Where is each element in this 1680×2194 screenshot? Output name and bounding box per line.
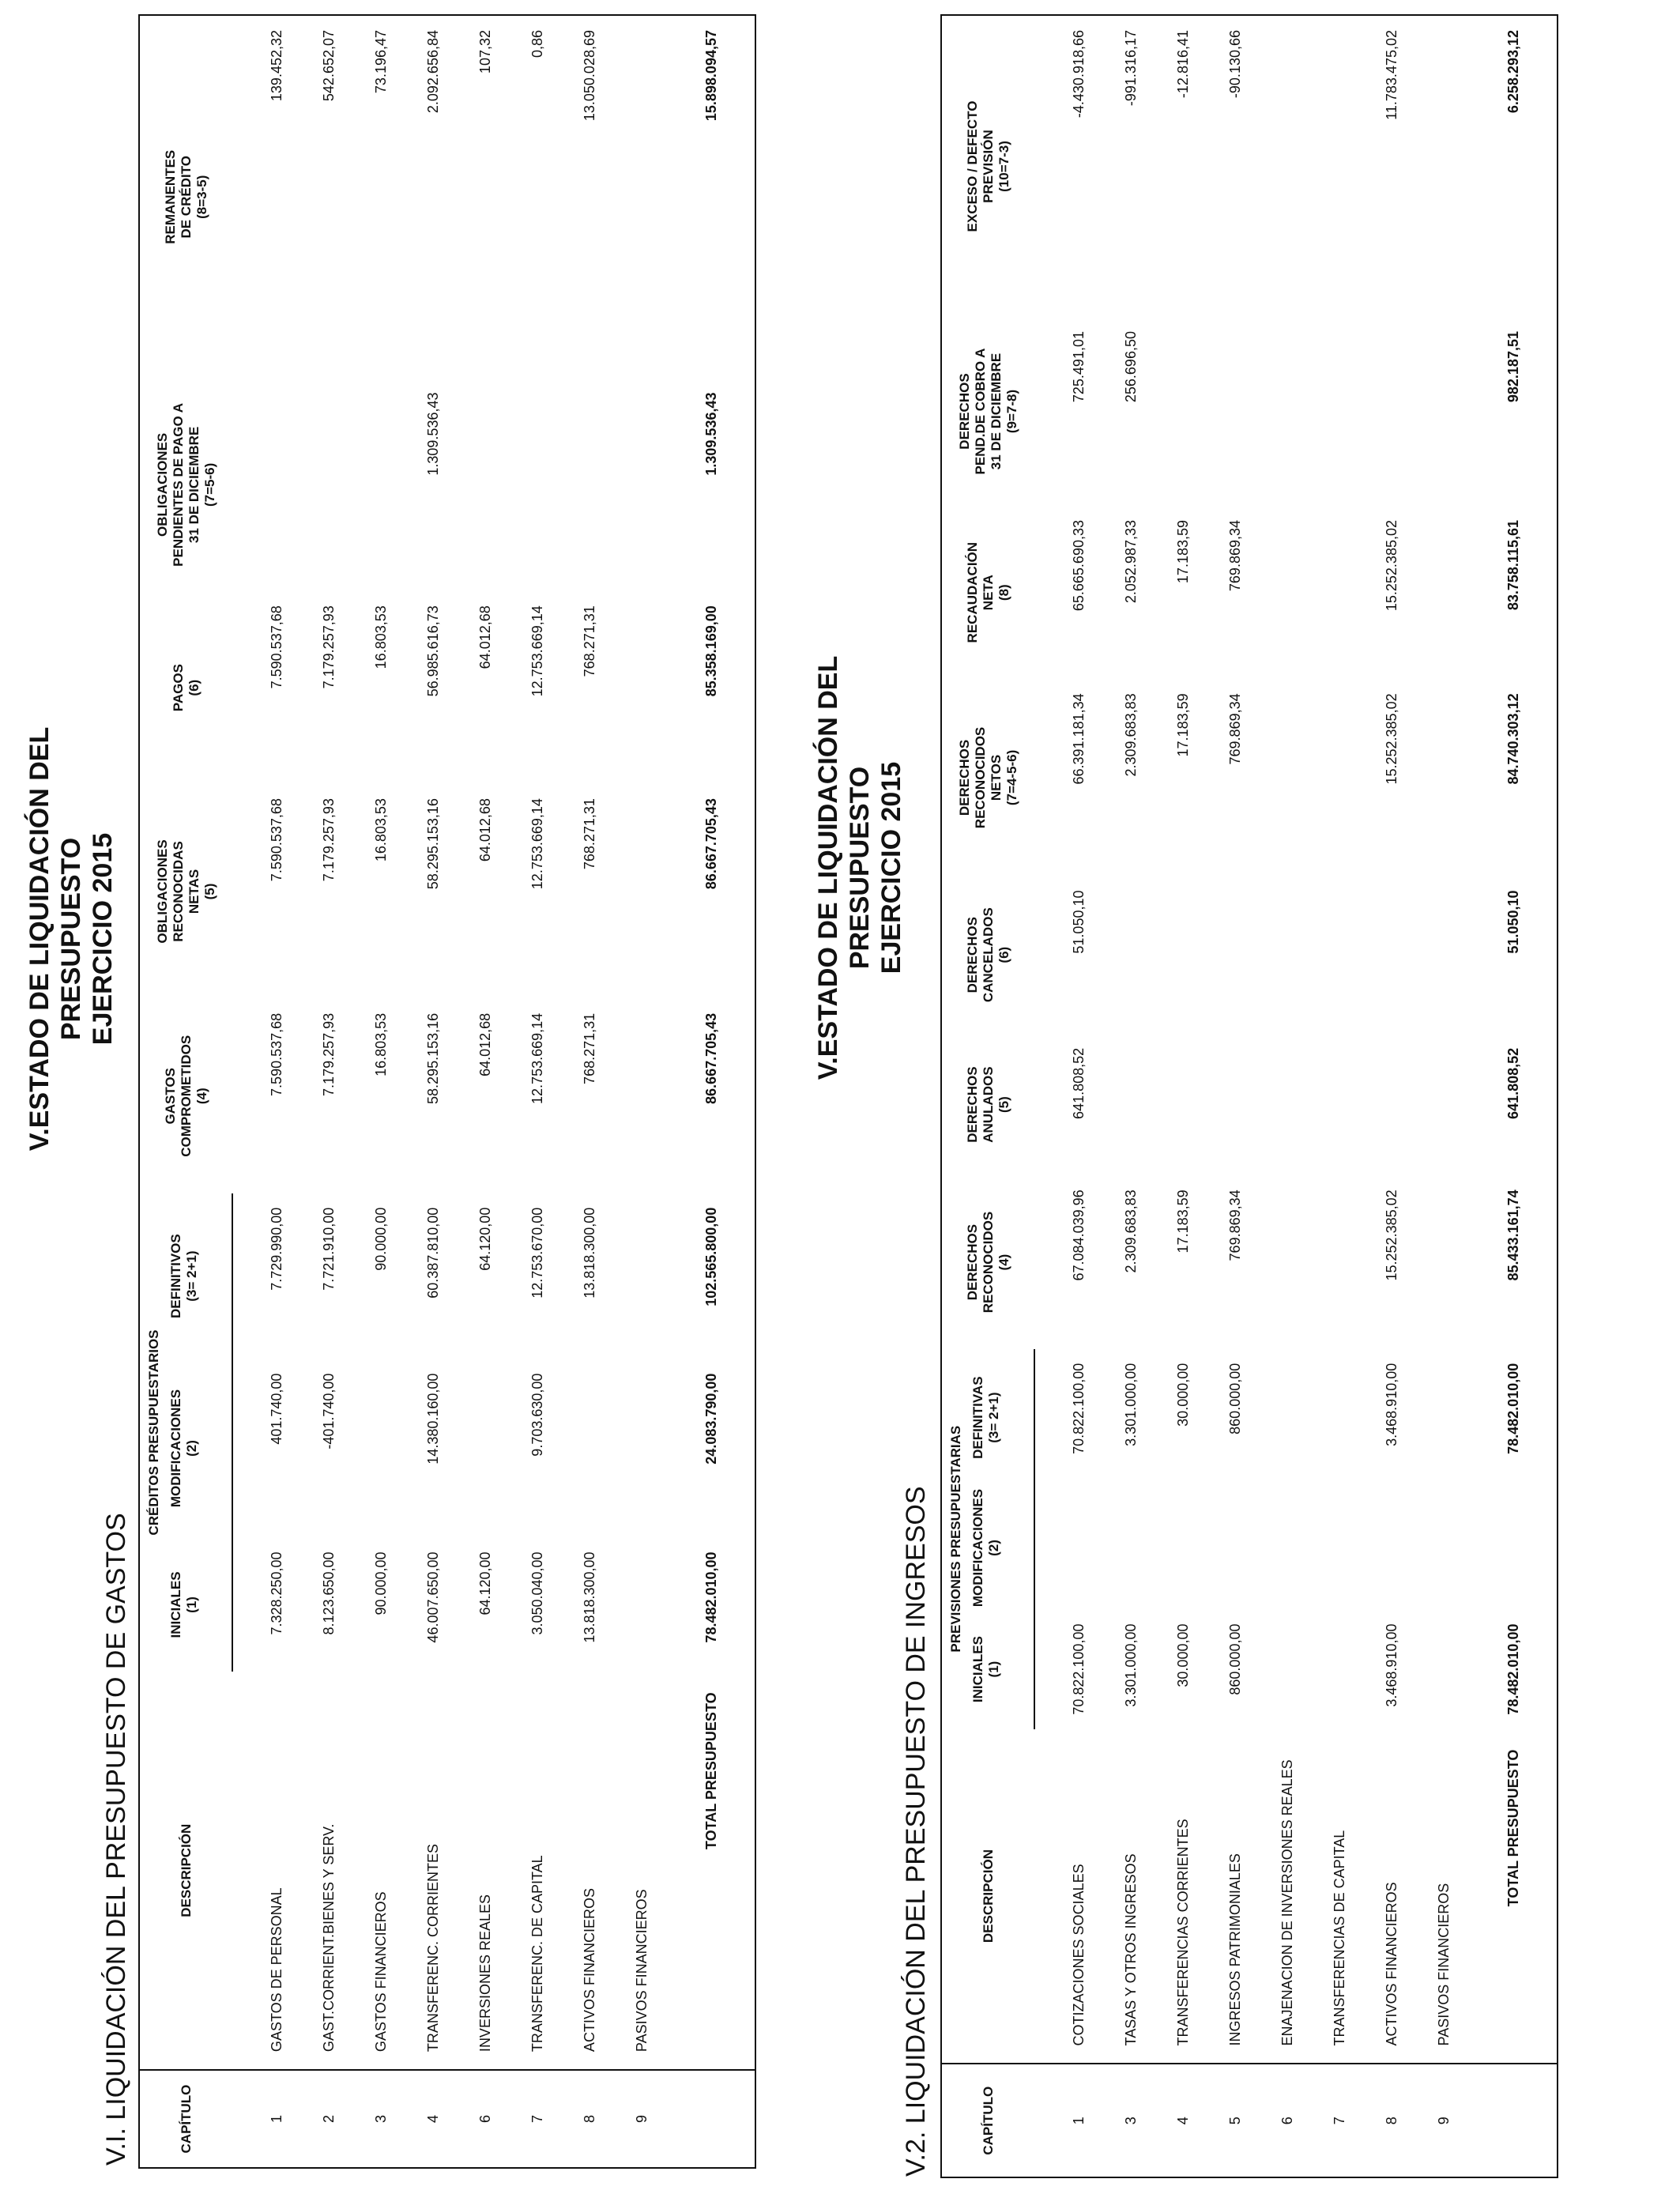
col-obligaciones-reconocidas: OBLIGACIONES RECONOCIDAS NETAS (5) [154,839,217,944]
col-derechos-netos: DERECHOS RECONOCIDOS NETOS (7=4-5-6) [956,726,1019,829]
income-title-line2: EJERCICIO 2015 [876,761,906,974]
expenses-title [24,623,119,1255]
expenses-table [138,14,756,2169]
col-remanentes: REMANENTES DE CRÉDITO (8=3-5) [162,149,209,244]
col-exceso-defecto: EXCESO / DEFECTO PREVISIÓN (10=7-3) [964,100,1011,232]
table-row: 7 TRANSFERENC. DE CAPITAL 3.050.040,00 9.703.630,00 12.753.670,00 12.753.669,14 12.753.669,14 12.753.669,14 0,86 [511,15,563,2168]
table-row: 2 GAST.CORRIENT.BIENES Y SERV. 8.123.650,00 -401.740,00 7.721.910,00 7.179.257,93 7.179.257,93 7.179.257,93 542.652,07 [303,15,355,2168]
table-row: 8 ACTIVOS FINANCIEROS 3.468.910,00 3.468.910,00 15.252.385,02 15.252.385,02 15.252.385,02 11.783.475,02 [1365,15,1418,2177]
col-derechos-pendientes: DERECHOS PEND.DE COBRO A 31 DE DICIEMBRE (9=7-8) [956,348,1019,475]
expenses-title-line1: V.ESTADO DE LIQUIDACIÓN DEL PRESUPUESTO [24,726,86,1152]
col-gastos-comprometidos: GASTOS COMPROMETIDOS (4) [162,1035,209,1157]
col-iniciales: INICIALES (1) [967,1610,1034,1729]
col-group-previsiones: PREVISIONES PRESUPUESTARIAS [948,1425,963,1653]
col-iniciales: INICIALES (1) [165,1537,232,1672]
col-obligaciones-pendientes: OBLIGACIONES PENDIENTES DE PAGO A 31 DE DICIEMBRE (7=5-6) [154,402,217,567]
total-label: TOTAL PRESUPUESTO [703,1692,719,1850]
income-section-heading: V.2. LIQUIDACIÓN DEL PRESUPUESTO DE INGRESOS [901,1486,931,2177]
total-label: TOTAL PRESUPUESTO [1505,1749,1521,1907]
table-row: 5 INGRESOS PATRIMONIALES 860.000,00 860.000,00 769.869,34 769.869,34 769.869,34 -90.130,66 [1209,15,1261,2177]
col-definitivas: DEFINITIVAS (3= 2+1) [967,1349,1034,1487]
income-title [812,552,907,1184]
table-row: 4 TRANSFERENCIAS CORRIENTES 30.000,00 30.000,00 17.183,59 17.183,59 17.183,59 -12.816,41 [1157,15,1209,2177]
table-row: 8 ACTIVOS FINANCIEROS 13.818.300,00 13.818.300,00 768.271,31 768.271,31 768.271,31 13.050.028,69 [563,15,616,2168]
col-capitulo: CAPÍTULO [139,2070,232,2168]
col-descripcion: DESCRIPCIÓN [178,1823,194,1917]
table-row: 3 GASTOS FINANCIEROS 90.000,00 90.000,00 16.803,53 16.803,53 16.803,53 73.196,47 [355,15,407,2168]
table-row: 4 TRANSFERENC. CORRIENTES 46.007.650,00 14.380.160,00 60.387.810,00 58.295.153,16 58.295.153,16 56.985.616,73 1.309.536,43 2.092.656,84 [407,15,459,2168]
table-row: 6 INVERSIONES REALES 64.120,00 64.120,00 64.012,68 64.012,68 64.012,68 107,32 [459,15,511,2168]
table-row: 1 COTIZACIONES SOCIALES 70.822.100,00 70.822.100,00 67.084.039,96 641.808,52 51.050,10 66.391.181,34 65.665.690,33 725.491,01 -4.430.918,66 [1053,15,1105,2177]
col-modificaciones: MODIFICACIONES (2) [967,1487,1034,1610]
col-modificaciones: MODIFICACIONES (2) [165,1359,232,1538]
col-group-creditos: CRÉDITOS PRESUPUESTARIOS [146,1329,161,1536]
expenses-title-line2: EJERCICIO 2015 [88,832,118,1046]
income-title-line1: V.ESTADO DE LIQUIDACIÓN DEL PRESUPUESTO [813,655,875,1080]
table-row: 7 TRANSFERENCIAS DE CAPITAL [1313,15,1365,2177]
table-row: 9 PASIVOS FINANCIEROS [616,15,668,2168]
col-pagos: PAGOS (6) [170,664,202,712]
col-derechos-anulados: DERECHOS ANULADOS (5) [964,1066,1011,1143]
expenses-section-heading: V.I. LIQUIDACIÓN DEL PRESUPUESTO DE GASTOS [101,1513,131,2166]
table-row: 9 PASIVOS FINANCIEROS [1418,15,1470,2177]
col-definitivos: DEFINITIVOS (3= 2+1) [165,1193,232,1359]
table-row: 1 GASTOS DE PERSONAL 7.328.250,00 401.740,00 7.729.990,00 7.590.537,68 7.590.537,68 7.590.537,68 139.452,32 [250,15,303,2168]
col-recaudacion-neta: RECAUDACIÓN NETA (8) [964,541,1011,643]
income-table [940,14,1558,2178]
col-derechos-cancelados: DERECHOS CANCELADOS (6) [964,907,1011,1003]
total-row: TOTAL PRESUPUESTO 78.482.010,00 78.482.010,00 85.433.161,74 641.808,52 51.050,10 84.740.303,12 83.758.115,61 982.187,51 6.258.293,12 [1470,15,1558,2177]
table-row: 3 TASAS Y OTROS INGRESOS 3.301.000,00 3.301.000,00 2.309.683,83 2.309.683,83 2.052.987,33 256.696,50 -991.316,17 [1105,15,1157,2177]
col-descripcion: DESCRIPCIÓN [980,1849,996,1943]
table-row: 6 ENAJENACION DE INVERSIONES REALES [1261,15,1313,2177]
col-capitulo: CAPÍTULO [941,2064,1034,2177]
col-derechos-reconocidos: DERECHOS RECONOCIDOS (4) [964,1211,1011,1314]
total-row: TOTAL PRESUPUESTO 78.482.010,00 24.083.790,00 102.565.800,00 86.667.705,43 86.667.705,43 85.358.169,00 1.309.536,43 15.898.094,57 [668,15,755,2168]
